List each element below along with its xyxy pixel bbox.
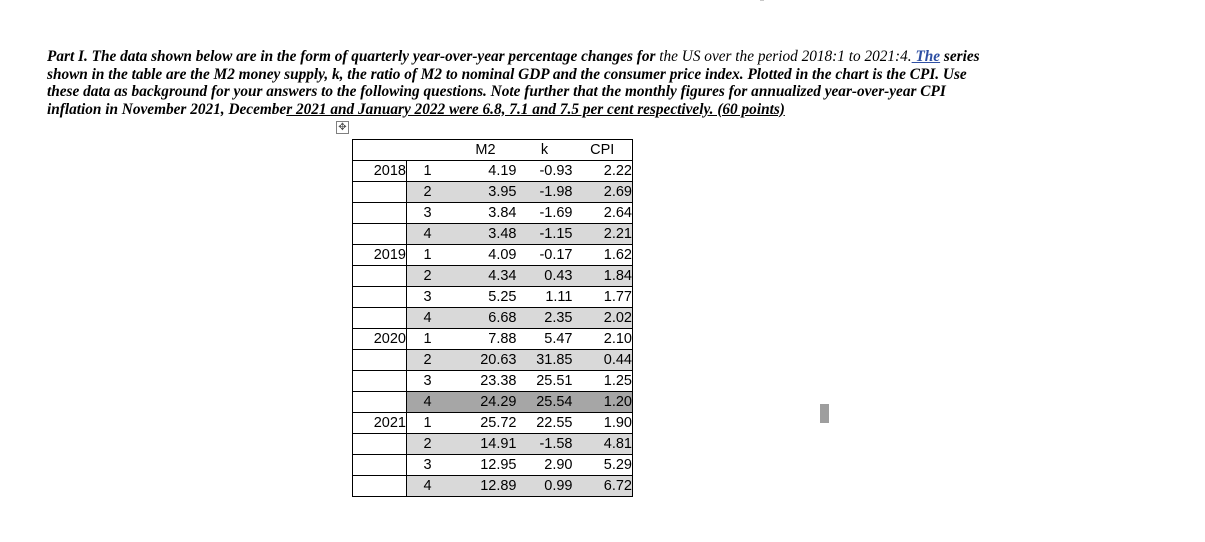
cell-quarter-value: 4: [423, 478, 432, 494]
table-row: [353, 476, 633, 497]
cell-quarter: [407, 413, 455, 434]
cell-quarter: [407, 476, 455, 497]
cell-m2: 12.89: [455, 476, 517, 497]
cell-year: 2018: [353, 161, 407, 182]
cell-k: -0.17: [517, 245, 573, 266]
cell-quarter-value: 2: [423, 268, 432, 284]
cell-year: [353, 203, 407, 224]
cell-k: 0.99: [517, 476, 573, 497]
cell-cpi: 6.72: [573, 476, 633, 497]
cell-k: -0.93: [517, 161, 573, 182]
cell-quarter-value: 1: [423, 331, 432, 347]
cell-year: 2020: [353, 329, 407, 350]
cell-m2: 3.48: [455, 224, 517, 245]
cell-cpi: 4.81: [573, 434, 633, 455]
table-row: [353, 413, 633, 434]
cell-m2: 20.63: [455, 350, 517, 371]
cell-year: 2021: [353, 413, 407, 434]
cell-k: -1.69: [517, 203, 573, 224]
cell-quarter-value: 3: [423, 373, 432, 389]
data-table: [352, 139, 633, 497]
cell-m2: 23.38: [455, 371, 517, 392]
cell-k: 5.47: [517, 329, 573, 350]
cell-year: [353, 371, 407, 392]
cell-k: -1.15: [517, 224, 573, 245]
cell-m2: 5.25: [455, 287, 517, 308]
table-row: [353, 455, 633, 476]
cell-m2: 4.19: [455, 161, 517, 182]
table-header-row: [353, 140, 633, 161]
table-row: [353, 350, 633, 371]
cell-quarter: [407, 434, 455, 455]
cell-quarter: [407, 308, 455, 329]
cell-quarter-value: 3: [423, 205, 432, 221]
cell-quarter-value: 4: [423, 394, 432, 410]
cell-k: 22.55: [517, 413, 573, 434]
cell-quarter: [407, 350, 455, 371]
cell-quarter-value: 1: [423, 163, 432, 179]
cell-quarter-value: 3: [423, 457, 432, 473]
cell-cpi: 2.69: [573, 182, 633, 203]
header-m2: M2: [475, 142, 496, 158]
cell-year: [353, 182, 407, 203]
table-row: [353, 308, 633, 329]
cell-quarter: [407, 245, 455, 266]
cell-year: [353, 266, 407, 287]
header-quarter: [407, 140, 455, 161]
cell-cpi: 5.29: [573, 455, 633, 476]
cell-quarter-value: 2: [423, 436, 432, 452]
cell-quarter: [407, 161, 455, 182]
table-row: [353, 224, 633, 245]
cell-quarter-value: 1: [423, 415, 432, 431]
question-paragraph: [47, 48, 1187, 118]
table-row: [353, 371, 633, 392]
cell-year: [353, 434, 407, 455]
cell-cpi: 2.21: [573, 224, 633, 245]
cell-quarter-value: 2: [423, 352, 432, 368]
cell-cpi: 1.62: [573, 245, 633, 266]
table-row: [353, 392, 633, 413]
cell-year: [353, 287, 407, 308]
table-row: [353, 245, 633, 266]
cell-k: -1.98: [517, 182, 573, 203]
paragraph-line-3: these data as background for your answers to the following questions. Note further that the monthly figures for annualized year-over-year CPI: [47, 83, 946, 100]
cell-year: [353, 350, 407, 371]
cell-cpi: 1.84: [573, 266, 633, 287]
paragraph-line-1-start: Part I. The data shown below are in the form of quarterly year-over-year percentage changes for: [47, 48, 660, 65]
cell-m2: 6.68: [455, 308, 517, 329]
header-cpi: CPI: [590, 142, 615, 158]
cell-quarter-value: 2: [423, 184, 432, 200]
cell-m2: 12.95: [455, 455, 517, 476]
cell-m2: 25.72: [455, 413, 517, 434]
cell-cpi: 1.25: [573, 371, 633, 392]
cell-m2: 4.09: [455, 245, 517, 266]
cell-k: 31.85: [517, 350, 573, 371]
cell-k: -1.58: [517, 434, 573, 455]
paragraph-line-1-end: series: [940, 48, 980, 65]
cell-year: [353, 308, 407, 329]
table-row: [353, 182, 633, 203]
cell-year: 2019: [353, 245, 407, 266]
paragraph-line-4-start: inflation in November 2021, Decembe: [47, 100, 287, 118]
cell-m2: 24.29: [455, 392, 517, 413]
cell-year: [353, 224, 407, 245]
cell-m2: 4.34: [455, 266, 517, 287]
paragraph-line-4: [47, 101, 1187, 119]
table-row: [353, 329, 633, 350]
paragraph-line-1: [47, 48, 1187, 66]
cell-cpi: 2.22: [573, 161, 633, 182]
cell-quarter-value: 4: [423, 226, 432, 242]
paragraph-tracked-text[interactable]: The: [911, 48, 941, 65]
cell-year: [353, 392, 407, 413]
cell-quarter: [407, 224, 455, 245]
cell-quarter-value: 1: [423, 247, 432, 263]
cell-k: 2.35: [517, 308, 573, 329]
cell-year: [353, 476, 407, 497]
table-move-handle-icon[interactable]: ✥: [336, 121, 349, 134]
cell-quarter: [407, 455, 455, 476]
cell-cpi: 2.10: [573, 329, 633, 350]
cell-quarter: [407, 287, 455, 308]
cell-k: 25.51: [517, 371, 573, 392]
table-row: [353, 161, 633, 182]
table-row: [353, 266, 633, 287]
cell-k: 0.43: [517, 266, 573, 287]
cell-quarter-value: 4: [423, 310, 432, 326]
paragraph-line-2: shown in the table are the M2 money supply, k, the ratio of M2 to nominal GDP and the consumer price index. Plotted in the chart is the CPI. Use: [47, 65, 967, 83]
cell-m2: 3.84: [455, 203, 517, 224]
cell-cpi: 1.90: [573, 413, 633, 434]
cell-cpi: 0.44: [573, 350, 633, 371]
cell-k: 2.90: [517, 455, 573, 476]
header-year: [353, 140, 407, 161]
cell-quarter: [407, 266, 455, 287]
cell-quarter: [407, 329, 455, 350]
cell-quarter: [407, 392, 455, 413]
cell-quarter: [407, 371, 455, 392]
paragraph-period-text: the US over the period 2018:1 to 2021:4.: [659, 48, 912, 65]
cell-quarter-value: 3: [423, 289, 432, 305]
cell-quarter: [407, 203, 455, 224]
paragraph-line-4-end: r 2021 and January 2022 were 6.8, 7.1 and 7.5 per cent respectively. (60 points): [286, 100, 785, 118]
table-row: [353, 203, 633, 224]
cursor-block: [820, 404, 829, 423]
cell-year: [353, 455, 407, 476]
header-k: k: [540, 142, 549, 158]
cell-cpi: 2.02: [573, 308, 633, 329]
cell-cpi: 2.64: [573, 203, 633, 224]
table-row: [353, 287, 633, 308]
cell-cpi: 1.20: [573, 392, 633, 413]
cell-cpi: 1.77: [573, 287, 633, 308]
cell-m2: 3.95: [455, 182, 517, 203]
cell-k: 1.11: [517, 287, 573, 308]
cell-m2: 14.91: [455, 434, 517, 455]
table-row: [353, 434, 633, 455]
top-scroll-mark: [760, 0, 764, 1]
cell-k: 25.54: [517, 392, 573, 413]
cell-m2: 7.88: [455, 329, 517, 350]
cell-quarter: [407, 182, 455, 203]
